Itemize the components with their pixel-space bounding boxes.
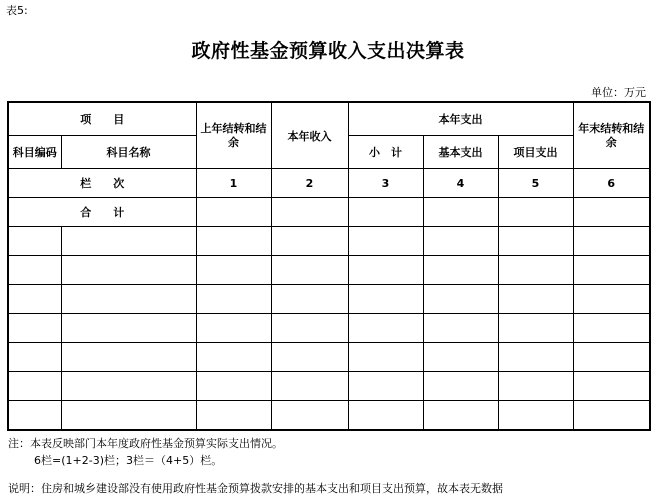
table-cell (348, 256, 423, 285)
table-cell (573, 314, 650, 343)
table-cell (573, 372, 650, 401)
column-row-label: 栏 次 (8, 169, 196, 198)
table-cell (348, 372, 423, 401)
header-subtotal: 小 计 (348, 136, 423, 169)
column-num: 4 (423, 169, 498, 198)
note-3: 说明：住房和城乡建设部没有使用政府性基金预算拨款安排的基本支出和项目支出预算，故本表无数据 (8, 482, 503, 495)
table-cell (61, 256, 196, 285)
header-code: 科目编码 (8, 136, 61, 169)
empty-rows (8, 227, 650, 431)
table-row (8, 285, 650, 314)
header-income: 本年收入 (271, 102, 348, 169)
note-2: 6栏=(1+2-3)栏；3栏＝（4+5）栏。 (34, 454, 223, 467)
table-cell (196, 256, 271, 285)
column-num: 6 (573, 169, 650, 198)
table-cell (348, 285, 423, 314)
table-cell (61, 227, 196, 256)
table-cell (61, 372, 196, 401)
table-cell (61, 314, 196, 343)
table-cell (271, 314, 348, 343)
table-cell (196, 372, 271, 401)
table-row (8, 227, 650, 256)
header-row-1 (8, 102, 650, 136)
table-cell (423, 401, 498, 431)
table-cell (498, 372, 573, 401)
table-cell (573, 256, 650, 285)
header-expense-group: 本年支出 (348, 102, 573, 136)
table-row (8, 256, 650, 285)
table-cell (196, 401, 271, 431)
column-num: 2 (271, 169, 348, 198)
column-num: 3 (348, 169, 423, 198)
table-cell (498, 401, 573, 431)
table-cell (8, 314, 61, 343)
table-cell (573, 285, 650, 314)
header-end-balance: 年末结转和结余 (573, 102, 650, 169)
table-cell (573, 401, 650, 431)
table-cell (8, 227, 61, 256)
total-cell (271, 198, 348, 227)
table-cell (573, 227, 650, 256)
table-cell (196, 343, 271, 372)
header-item: 项 目 (8, 102, 196, 136)
table-cell (8, 285, 61, 314)
table-cell (498, 314, 573, 343)
table-cell (196, 314, 271, 343)
table-cell (61, 343, 196, 372)
total-cell (196, 198, 271, 227)
total-cell (573, 198, 650, 227)
table-cell (8, 343, 61, 372)
table-cell (8, 256, 61, 285)
note-1: 注：本表反映部门本年度政府性基金预算实际支出情况。 (8, 437, 283, 450)
table-cell (423, 343, 498, 372)
table-cell (498, 285, 573, 314)
table-cell (61, 285, 196, 314)
total-cell (498, 198, 573, 227)
table-cell (196, 227, 271, 256)
header-project: 项目支出 (498, 136, 573, 169)
table-cell (271, 343, 348, 372)
table-row (8, 343, 650, 372)
table-cell (271, 401, 348, 431)
total-row (8, 198, 650, 227)
table-cell (8, 401, 61, 431)
table-cell (423, 372, 498, 401)
table-cell (423, 285, 498, 314)
column-num: 5 (498, 169, 573, 198)
table-cell (423, 227, 498, 256)
unit-label: 单位：万元 (591, 86, 646, 99)
header-basic: 基本支出 (423, 136, 498, 169)
table-row (8, 401, 650, 431)
table-cell (423, 314, 498, 343)
table-cell (498, 256, 573, 285)
column-num: 1 (196, 169, 271, 198)
table-cell (348, 314, 423, 343)
table-cell (573, 343, 650, 372)
table-label: 表5: (6, 4, 28, 17)
table-cell (61, 401, 196, 431)
header-prev-balance: 上年结转和结余 (196, 102, 271, 169)
total-label: 合 计 (8, 198, 196, 227)
table-cell (8, 372, 61, 401)
table-row (8, 372, 650, 401)
column-number-row (8, 169, 650, 198)
table-row (8, 314, 650, 343)
table-cell (271, 227, 348, 256)
total-cell (348, 198, 423, 227)
table-cell (348, 227, 423, 256)
header-name: 科目名称 (61, 136, 196, 169)
budget-table (7, 101, 651, 431)
table-cell (196, 285, 271, 314)
table-cell (348, 401, 423, 431)
table-cell (271, 285, 348, 314)
table-cell (498, 343, 573, 372)
table-cell (498, 227, 573, 256)
page-title: 政府性基金预算收入支出决算表 (191, 40, 465, 62)
total-cell (423, 198, 498, 227)
table-cell (423, 256, 498, 285)
table-cell (348, 343, 423, 372)
table-cell (271, 256, 348, 285)
table-cell (271, 372, 348, 401)
